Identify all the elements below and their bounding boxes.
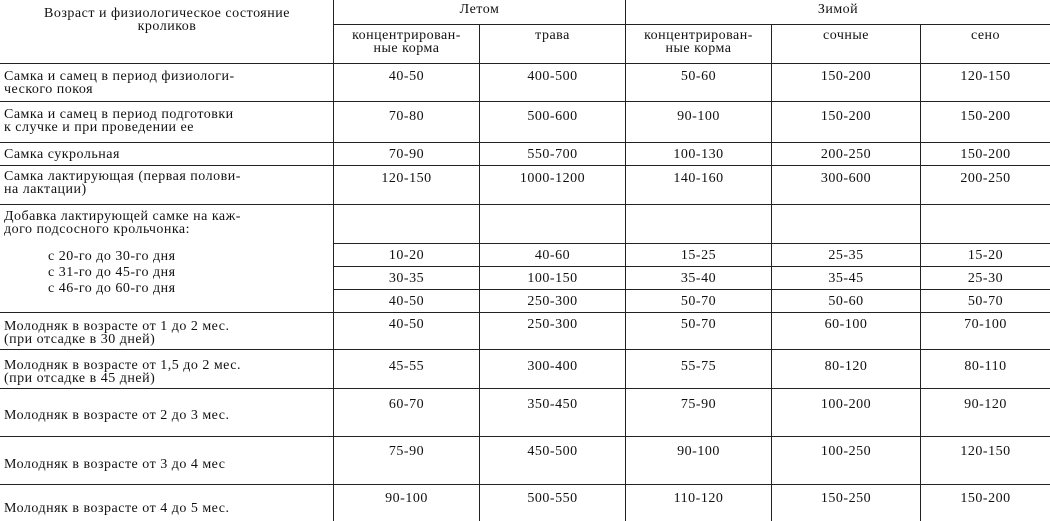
cell-value: 120-150 <box>960 69 1011 84</box>
row-divider <box>0 312 1050 313</box>
cell-value: 500-600 <box>527 109 578 124</box>
cell-value: 90-100 <box>677 444 720 459</box>
cell-value: 200-250 <box>820 147 872 162</box>
cell-value: 350-450 <box>527 397 578 412</box>
cell-value: 150-200 <box>820 69 872 84</box>
row-label: Самка и самец в период подготовки к случке и при проведении ее <box>4 107 234 135</box>
cell-value: 40-50 <box>388 317 425 332</box>
cell-value: 400-500 <box>527 69 578 84</box>
row-divider <box>333 243 1050 244</box>
row-divider <box>0 142 1050 143</box>
cell-value: 100-150 <box>527 271 578 286</box>
cell-value: 90-100 <box>677 109 720 124</box>
cell-value: 120-150 <box>960 444 1011 459</box>
row-label: Молодняк в возрасте от 3 до 4 мес <box>4 457 226 472</box>
header-group-summer: Летом <box>459 2 500 17</box>
cell-value: 10-20 <box>388 248 425 263</box>
cell-value: 40-50 <box>388 69 425 84</box>
row-divider <box>0 484 1050 485</box>
cell-value: 25-30 <box>967 271 1004 286</box>
cell-value: 50-70 <box>680 294 717 309</box>
row-label: Молодняк в возрасте от 1,5 до 2 мес. (при отсадке в 45 дней) <box>4 358 241 386</box>
cell-value: 80-120 <box>824 359 868 374</box>
row-label: Самка сукрольная <box>4 147 120 162</box>
cell-value: 250-300 <box>527 294 578 309</box>
cell-value: 70-90 <box>388 147 425 162</box>
cell-value: 30-35 <box>388 271 425 286</box>
cell-value: 300-400 <box>527 359 578 374</box>
cell-value: 150-250 <box>820 491 872 506</box>
cell-value: 60-100 <box>824 317 868 332</box>
cell-value: 40-60 <box>534 248 571 263</box>
cell-value: 90-100 <box>385 491 428 506</box>
row-divider <box>333 266 1050 267</box>
cell-value: 150-200 <box>960 491 1011 506</box>
cell-value: 15-25 <box>680 248 717 263</box>
row-divider <box>0 204 1050 205</box>
cell-value: 550-700 <box>527 147 578 162</box>
row-divider <box>0 101 1050 102</box>
cell-value: 50-70 <box>680 317 717 332</box>
cell-value: 1000-1200 <box>519 171 586 186</box>
cell-value: 100-200 <box>820 397 872 412</box>
header-sub-concentrate-winter: концентрирован- ные корма <box>644 28 753 56</box>
row-label: Молодняк в возрасте от 1 до 2 мес. (при отсадке в 30 дней) <box>4 319 230 347</box>
sub-row-label: с 31-го до 45-го дня <box>48 265 176 280</box>
cell-value: 110-120 <box>673 491 724 506</box>
cell-value: 40-50 <box>388 294 425 309</box>
cell-value: 45-55 <box>388 359 425 374</box>
cell-value: 15-20 <box>967 248 1004 263</box>
cell-value: 75-90 <box>388 444 425 459</box>
row-divider <box>0 349 1050 350</box>
row-divider <box>0 388 1050 389</box>
cell-value: 450-500 <box>527 444 578 459</box>
row-divider <box>0 165 1050 166</box>
cell-value: 300-600 <box>820 171 872 186</box>
cell-value: 50-60 <box>828 294 864 309</box>
row-label: Самка лактирующая (первая полови- на лактации) <box>4 169 241 197</box>
header-sub-grass: трава <box>535 28 570 43</box>
cell-value: 120-150 <box>381 171 432 186</box>
header-sub-concentrate-summer: концентрирован- ные корма <box>352 28 461 56</box>
sub-row-label: с 46-го до 60-го дня <box>48 281 176 296</box>
header-sub-hay: сено <box>970 28 1001 43</box>
row-divider <box>333 289 1050 290</box>
cell-value: 150-200 <box>960 147 1011 162</box>
header-sub-succulent: сочные <box>822 28 869 43</box>
row-divider <box>333 24 1050 25</box>
cell-value: 35-40 <box>680 271 717 286</box>
supplement-heading: Добавка лактирующей самке на каж- дого подсосного крольчонка: <box>4 209 241 237</box>
row-label: Молодняк в возрасте от 4 до 5 мес. <box>4 501 230 516</box>
cell-value: 50-60 <box>680 69 717 84</box>
cell-value: 50-70 <box>967 294 1004 309</box>
cell-value: 100-250 <box>820 444 872 459</box>
row-divider <box>0 63 1050 64</box>
cell-value: 60-70 <box>388 397 425 412</box>
cell-value: 150-200 <box>820 109 872 124</box>
cell-value: 90-120 <box>964 397 1007 412</box>
cell-value: 250-300 <box>527 317 578 332</box>
cell-value: 140-160 <box>673 171 724 186</box>
cell-value: 35-45 <box>828 271 864 286</box>
header-group-winter: Зимой <box>817 2 859 17</box>
cell-value: 200-250 <box>960 171 1011 186</box>
row-label: Самка и самец в период физиологи- ческого покоя <box>4 69 235 97</box>
row-divider <box>0 436 1050 437</box>
cell-value: 150-200 <box>960 109 1011 124</box>
cell-value: 70-100 <box>964 317 1007 332</box>
cell-value: 500-550 <box>527 491 578 506</box>
cell-value: 25-35 <box>828 248 864 263</box>
cell-value: 100-130 <box>673 147 724 162</box>
header-row-description: Возраст и физиологическое состояние кроликов <box>44 6 290 34</box>
cell-value: 55-75 <box>680 359 717 374</box>
sub-row-label: с 20-го до 30-го дня <box>48 249 176 264</box>
cell-value: 80-110 <box>964 359 1007 374</box>
cell-value: 75-90 <box>680 397 717 412</box>
row-label: Молодняк в возрасте от 2 до 3 мес. <box>4 408 230 423</box>
cell-value: 70-80 <box>388 109 425 124</box>
